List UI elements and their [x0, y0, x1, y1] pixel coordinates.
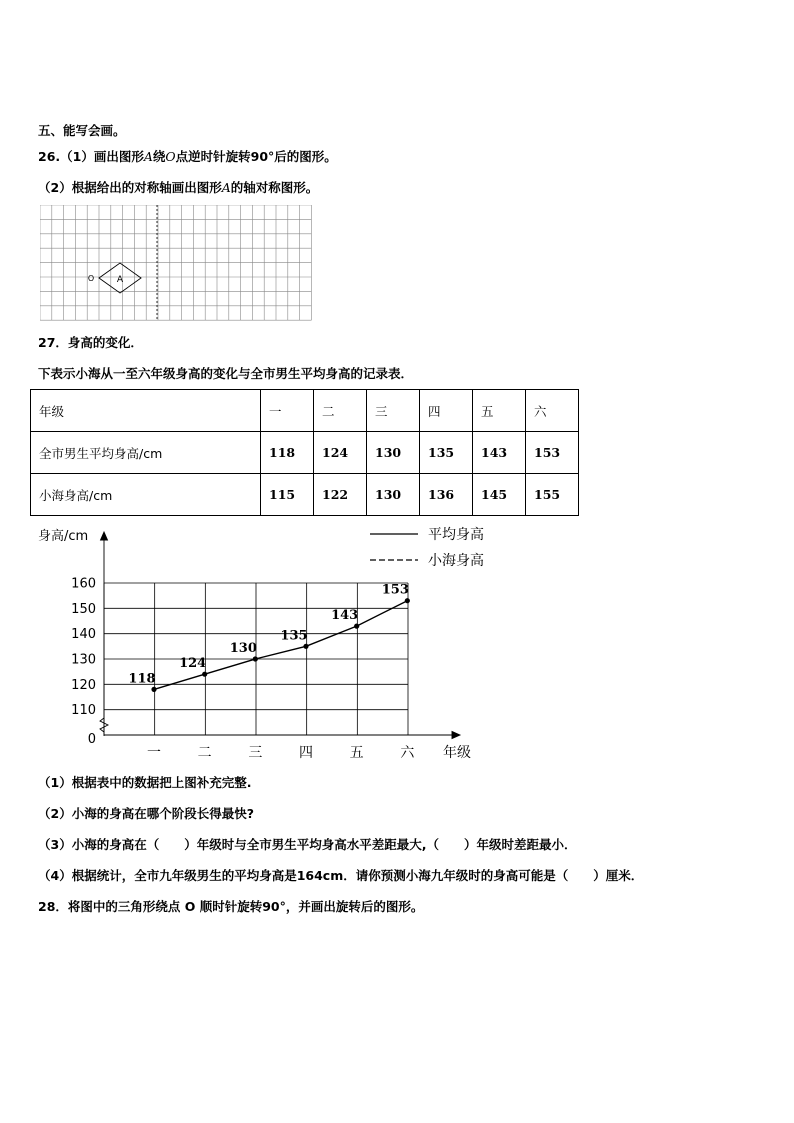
table-cell: 145	[473, 474, 526, 516]
data-point	[151, 687, 156, 692]
table-cell: 124	[314, 432, 367, 474]
data-label: 118	[128, 671, 156, 687]
data-point	[303, 644, 308, 649]
legend-label: 小海身高	[428, 553, 484, 569]
y-tick-label: 110	[71, 703, 96, 719]
data-label: 153	[381, 582, 409, 598]
q26-part1	[38, 147, 337, 165]
table-cell: 二	[314, 390, 367, 432]
data-label: 130	[229, 641, 257, 656]
table-cell: 五	[473, 390, 526, 432]
y-axis-label: 身高/cm	[38, 529, 89, 544]
data-point	[202, 672, 207, 677]
table-cell: 年级	[31, 390, 261, 432]
x-tick-label: 六	[400, 745, 415, 761]
y-axis-arrow	[101, 532, 108, 540]
table-cell: 143	[473, 432, 526, 474]
q26-part2-suffix: 的轴对称图形。	[230, 180, 319, 195]
table-cell: 一	[261, 390, 314, 432]
data-label: 143	[331, 608, 359, 624]
table-cell: 130	[367, 432, 420, 474]
q27-intro: 下表示小海从一至六年级身高的变化与全市男生平均身高的记录表．	[38, 366, 414, 381]
table-row	[31, 432, 579, 474]
q26-part2-prefix: （2）根据给出的对称轴画出图形	[38, 180, 222, 195]
table-cell: 118	[261, 432, 314, 474]
var-o: O	[165, 149, 176, 164]
var-a: A	[221, 180, 231, 195]
y-tick-label: 160	[71, 576, 96, 592]
table-row	[31, 474, 579, 516]
data-point	[253, 656, 258, 661]
q26-part2	[38, 178, 318, 196]
y-tick-label: 120	[71, 677, 96, 693]
x-tick-label: 四	[299, 745, 313, 761]
var-a: A	[143, 149, 153, 164]
y-tick-label: 140	[71, 627, 96, 643]
grid-figure	[40, 205, 316, 323]
data-label: 135	[280, 628, 308, 644]
x-axis-label: 年级	[443, 745, 471, 761]
table-cell: 三	[367, 390, 420, 432]
q27-sub1: （1）根据表中的数据把上图补充完整.	[38, 775, 252, 790]
table-cell: 六	[526, 390, 579, 432]
shape-a-label: A	[116, 275, 124, 285]
series-line	[154, 601, 407, 690]
q26-part1-suffix: 点逆时针旋转90°后的图形。	[175, 149, 337, 164]
section-heading: 五、能写会画。	[38, 123, 126, 138]
y-tick-label: 150	[71, 601, 96, 617]
height-table	[30, 389, 579, 516]
data-point	[354, 624, 359, 629]
q26-part1-prefix: 26.（1）画出图形	[38, 149, 144, 164]
x-tick-label: 五	[349, 745, 364, 761]
q27-sub3: （3）小海的身高在（ ）年级时与全市男生平均身高水平差距最大,（ ）年级时差距最小．	[38, 837, 577, 852]
table-cell: 115	[261, 474, 314, 516]
y-tick-label: 0	[87, 732, 96, 747]
x-tick-label: 三	[248, 745, 263, 761]
data-label: 124	[179, 656, 207, 672]
data-point	[405, 598, 410, 603]
table-row-label: 全市男生平均身高/cm	[31, 432, 261, 474]
point-o-label: O	[87, 274, 95, 283]
height-line-chart	[30, 518, 500, 763]
q27-title: 27．身高的变化．	[38, 335, 143, 350]
table-cell: 130	[367, 474, 420, 516]
table-cell: 135	[420, 432, 473, 474]
legend-label: 平均身高	[428, 527, 484, 543]
table-cell: 四	[420, 390, 473, 432]
table-cell: 153	[526, 432, 579, 474]
y-tick-label: 130	[71, 652, 96, 668]
x-tick-label: 一	[147, 745, 161, 761]
q28-text: 28．将图中的三角形绕点 O 顺时针旋转90°，并画出旋转后的图形。	[38, 899, 424, 914]
x-axis-arrow	[452, 732, 460, 739]
table-cell: 122	[314, 474, 367, 516]
x-tick-label: 二	[197, 745, 212, 761]
table-cell: 155	[526, 474, 579, 516]
table-header-row	[31, 390, 579, 432]
table-cell: 136	[420, 474, 473, 516]
q26-part1-mid: 绕	[152, 149, 166, 164]
q27-sub2: （2）小海的身高在哪个阶段长得最快?	[38, 806, 254, 821]
q27-sub4: （4）根据统计，全市九年级男生的平均身高是164cm．请你预测小海九年级时的身高可能是（ ）厘米．	[38, 868, 644, 883]
table-row-label: 小海身高/cm	[31, 474, 261, 516]
